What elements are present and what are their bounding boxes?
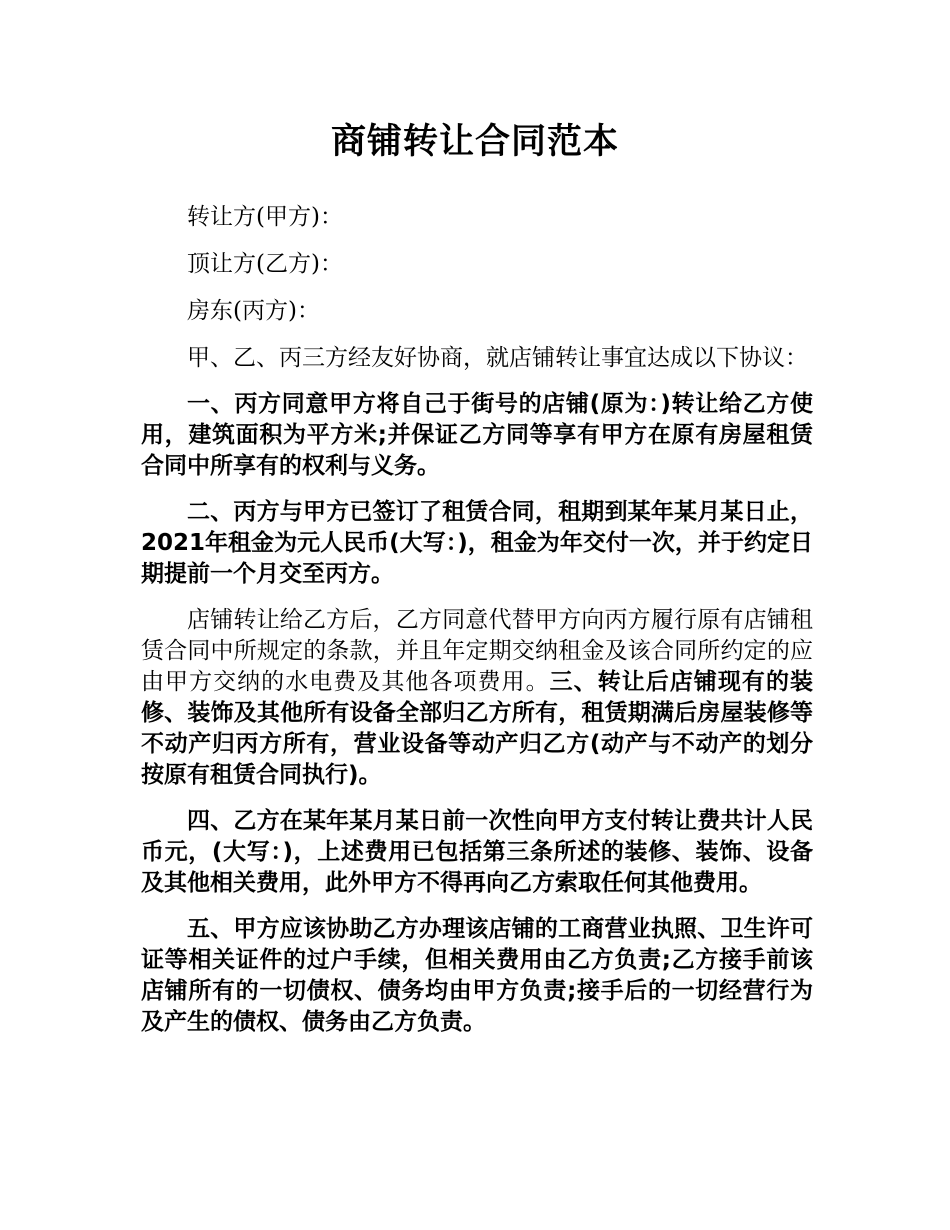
- clause-5: 五、甲方应该协助乙方办理该店铺的工商营业执照、卫生许可证等相关证件的过户手续，但相关费用由乙方负责;乙方接手前该店铺所有的一切债权、债务均由甲方负责;接手后的一切经营行为及产生的债权、债务由乙方负责。: [141, 916, 813, 1035]
- document-title: 商铺转让合同范本: [330, 122, 619, 162]
- party-b-line: 顶让方(乙方)：: [187, 251, 343, 277]
- clause-3: 三、转让后店铺现有的装修、装饰及其他所有设备全部归乙方所有，租赁期满后房屋装修等不动产归丙方所有，营业设备等动产归乙方(动产与不动产的划分按原有租赁合同执行)。: [141, 669, 814, 788]
- document-body: [141, 202, 813, 1053]
- clause-2: 二、丙方与甲方已签订了租赁合同，租期到某年某月某日止，2021年租金为元人民币(大写：)，租金为年交付一次，并于约定日期提前一个月交至丙方。: [141, 499, 813, 587]
- party-c-line: 房东(丙方)：: [187, 298, 320, 324]
- clause-1: 一、丙方同意甲方将自己于街号的店铺(原为：)转让给乙方使用，建筑面积为平方米;并保证乙方同等享有甲方在原有房屋租赁合同中所享有的权利与义务。: [141, 391, 813, 479]
- party-a-line: 转让方(甲方)：: [187, 204, 343, 230]
- clause-2-continuation: 店铺转让给乙方后，乙方同意代替甲方向丙方履行原有店铺租赁合同中所规定的条款，并且年定期交纳租金及该合同所约定的应由甲方交纳的水电费及其他各项费用。: [141, 607, 813, 695]
- clause-2-continuation-and-clause-3: [141, 605, 813, 791]
- clause-4: 四、乙方在某年某月某日前一次性向甲方支付转让费共计人民币元，(大写：)，上述费用已包括第三条所述的装修、装饰、设备及其他相关费用，此外甲方不得再向乙方索取任何其他费用。: [141, 808, 813, 896]
- intro-paragraph: 甲、乙、丙三方经友好协商，就店铺转让事宜达成以下协议：: [187, 345, 808, 371]
